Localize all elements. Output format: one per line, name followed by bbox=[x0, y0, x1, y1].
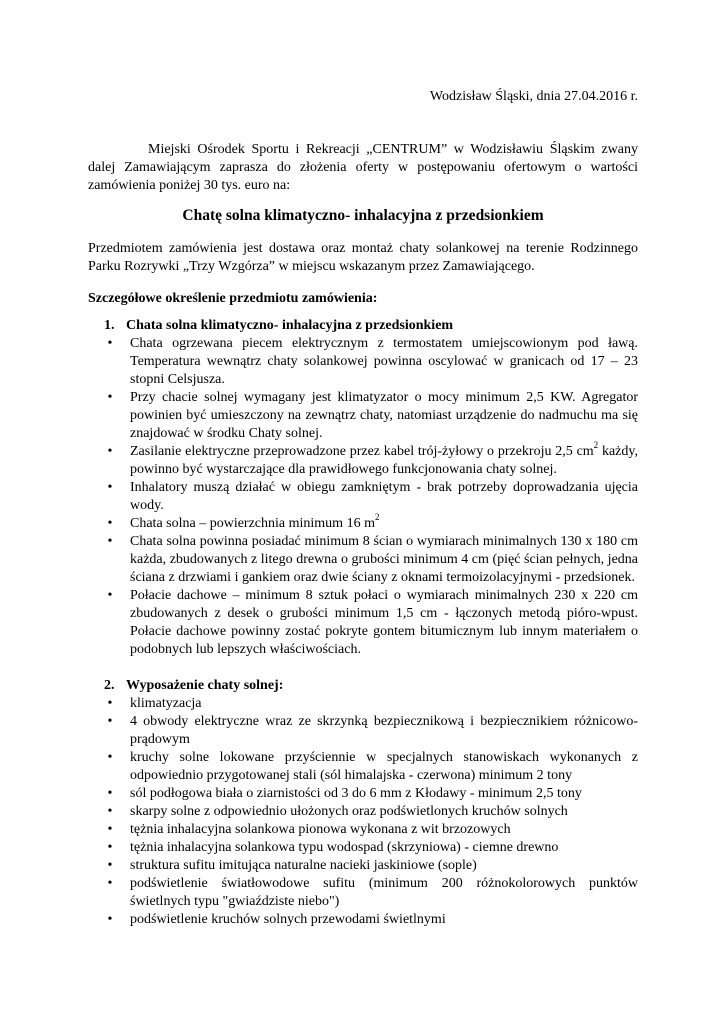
list-item bbox=[104, 533, 638, 587]
bullet-icon: • bbox=[107, 714, 113, 729]
section-1-list bbox=[104, 335, 638, 659]
list-item-text: Chata ogrzewana piecem elektrycznym z termostatem umiejscowionym pod ławą. Temperatura wewnątrz chaty solankowej powinna oscylować w granicach od 17 – 23 stopni Celsjusza. bbox=[130, 336, 638, 387]
list-item bbox=[104, 695, 638, 713]
bullet-icon: • bbox=[107, 858, 113, 873]
list-item-text: 4 obwody elektryczne wraz ze skrzynką bezpiecznikową i bezpiecznikiem różnicowo-prądowym bbox=[130, 714, 638, 747]
section-1-title bbox=[104, 317, 638, 335]
bullet-icon: • bbox=[107, 516, 113, 531]
bullet-icon: • bbox=[107, 696, 113, 711]
list-item bbox=[104, 911, 638, 929]
bullet-icon: • bbox=[107, 840, 113, 855]
list-item-text: Chata solna – powierzchnia minimum 16 m bbox=[130, 516, 375, 531]
list-item bbox=[104, 587, 638, 659]
intro-paragraph bbox=[88, 141, 638, 195]
list-item bbox=[104, 440, 638, 479]
section-2-title bbox=[104, 677, 638, 695]
superscript: 2 bbox=[593, 440, 599, 451]
intro-text: Miejski Ośrodek Sportu i Rekreacji „CENTRUM” w Wodzisławiu Śląskim zwany dalej Zamawiającym zaprasza do złożenia oferty w postępowaniu ofertowym o wartości zamówienia poniżej 30 tys. euro na: bbox=[88, 142, 638, 193]
list-item-text: podświetlenie kruchów solnych przewodami świetlnymi bbox=[130, 912, 446, 927]
bullet-icon: • bbox=[107, 534, 113, 549]
subject-paragraph: Przedmiotem zamówienia jest dostawa oraz montaż chaty solankowej na terenie Rodzinnego Parku Rozrywki „Trzy Wzgórza” w miejscu wskazanym przez Zamawiającego. bbox=[88, 241, 638, 274]
bullet-icon: • bbox=[107, 336, 113, 351]
list-item bbox=[104, 803, 638, 821]
list-item-text: Połacie dachowe – minimum 8 sztuk połaci o wymiarach minimalnych 230 x 220 cm zbudowanych z desek o grubości minimum 1,5 cm - łączonych metodą pióro-wpust. Połacie dachowe powinny zostać pokryte gontem bitumicznym lub innym materiałem o podobnych lub lepszych właściwościach. bbox=[130, 588, 638, 657]
bullet-icon: • bbox=[107, 750, 113, 765]
section-2-number: 2. bbox=[104, 678, 115, 693]
section-2-list bbox=[104, 695, 638, 929]
list-item-text: podświetlenie światłowodowe sufitu (minimum 200 różnokolorowych punktów świetlnych typu "gwiaździste niebo") bbox=[130, 876, 638, 909]
bullet-icon: • bbox=[107, 804, 113, 819]
list-item-text: kruchy solne lokowane przyściennie w specjalnych stanowiskach wykonanych z odpowiednio przygotowanej stali (sól himalajska - czerwona) minimum 2 tony bbox=[130, 750, 638, 783]
list-item bbox=[104, 857, 638, 875]
list-item-text: sól podłogowa biała o ziarnistości od 3 do 6 mm z Kłodawy - minimum 2,5 tony bbox=[130, 786, 582, 801]
bullet-icon: • bbox=[107, 588, 113, 603]
date-line: Wodzisław Śląski, dnia 27.04.2016 r. bbox=[429, 89, 638, 104]
section-2-title-text: Wyposażenie chaty solnej: bbox=[126, 678, 284, 693]
bullet-icon: • bbox=[107, 444, 113, 459]
list-item bbox=[104, 875, 638, 911]
list-item bbox=[104, 839, 638, 857]
bullet-icon: • bbox=[107, 786, 113, 801]
superscript: 2 bbox=[374, 512, 380, 523]
list-item bbox=[104, 512, 638, 533]
list-item-text: klimatyzacja bbox=[130, 696, 202, 711]
list-item bbox=[104, 785, 638, 803]
list-item bbox=[104, 479, 638, 515]
bullet-icon: • bbox=[107, 390, 113, 405]
list-item bbox=[104, 821, 638, 839]
section-1-number: 1. bbox=[104, 318, 115, 333]
list-item bbox=[104, 713, 638, 749]
bullet-icon: • bbox=[107, 912, 113, 927]
bullet-icon: • bbox=[107, 822, 113, 837]
list-item bbox=[104, 389, 638, 443]
section-1-title-text: Chata solna klimatyczno- inhalacyjna z przedsionkiem bbox=[126, 318, 454, 333]
bullet-icon: • bbox=[107, 876, 113, 891]
details-heading: Szczegółowe określenie przedmiotu zamówienia: bbox=[88, 291, 378, 306]
list-item-text: tężnia inhalacyjna solankowa pionowa wykonana z wit brzozowych bbox=[130, 822, 511, 837]
section-2 bbox=[104, 677, 638, 929]
list-item-text: Przy chacie solnej wymagany jest klimatyzator o mocy minimum 2,5 KW. Agregator powinien być umieszczony na zewnątrz chaty, natomiast urządzenie do nadmuchu ma się znajdować w środku Chaty solnej. bbox=[130, 390, 638, 441]
list-item bbox=[104, 749, 638, 785]
list-item bbox=[104, 335, 638, 389]
list-item-text: Chata solna powinna posiadać minimum 8 ścian o wymiarach minimalnych 130 x 180 cm każda, zbudowanych z litego drewna o grubości minimum 4 cm (pięć ścian pełnych, jedna ściana z drzwiami i gankiem oraz dwie ściany z oknami termoizolacyjnymi - przedsionek. bbox=[130, 534, 638, 585]
section-1 bbox=[104, 317, 638, 659]
list-item-text: Zasilanie elektryczne przeprowadzone przez kabel trój-żyłowy o przekroju 2,5 cm bbox=[130, 444, 594, 459]
list-item-text: Inhalatory muszą działać w obiegu zamkniętym - brak potrzeby doprowadzania ujęcia wody. bbox=[130, 480, 638, 513]
document-title: Chatę solna klimatyczno- inhalacyjna z przedsionkiem bbox=[182, 207, 544, 224]
list-item-text: tężnia inhalacyjna solankowa typu wodospad (skrzyniowa) - ciemne drewno bbox=[130, 840, 559, 855]
list-item-text: struktura sufitu imitująca naturalne nacieki jaskiniowe (sople) bbox=[130, 858, 477, 873]
bullet-icon: • bbox=[107, 480, 113, 495]
list-item-text-continued: każdy, powinno być wystarczające dla prawidłowego funkcjonowania chaty solnej. bbox=[130, 444, 638, 477]
list-item-text: skarpy solne z odpowiednio ułożonych oraz podświetlonych kruchów solnych bbox=[130, 804, 568, 819]
